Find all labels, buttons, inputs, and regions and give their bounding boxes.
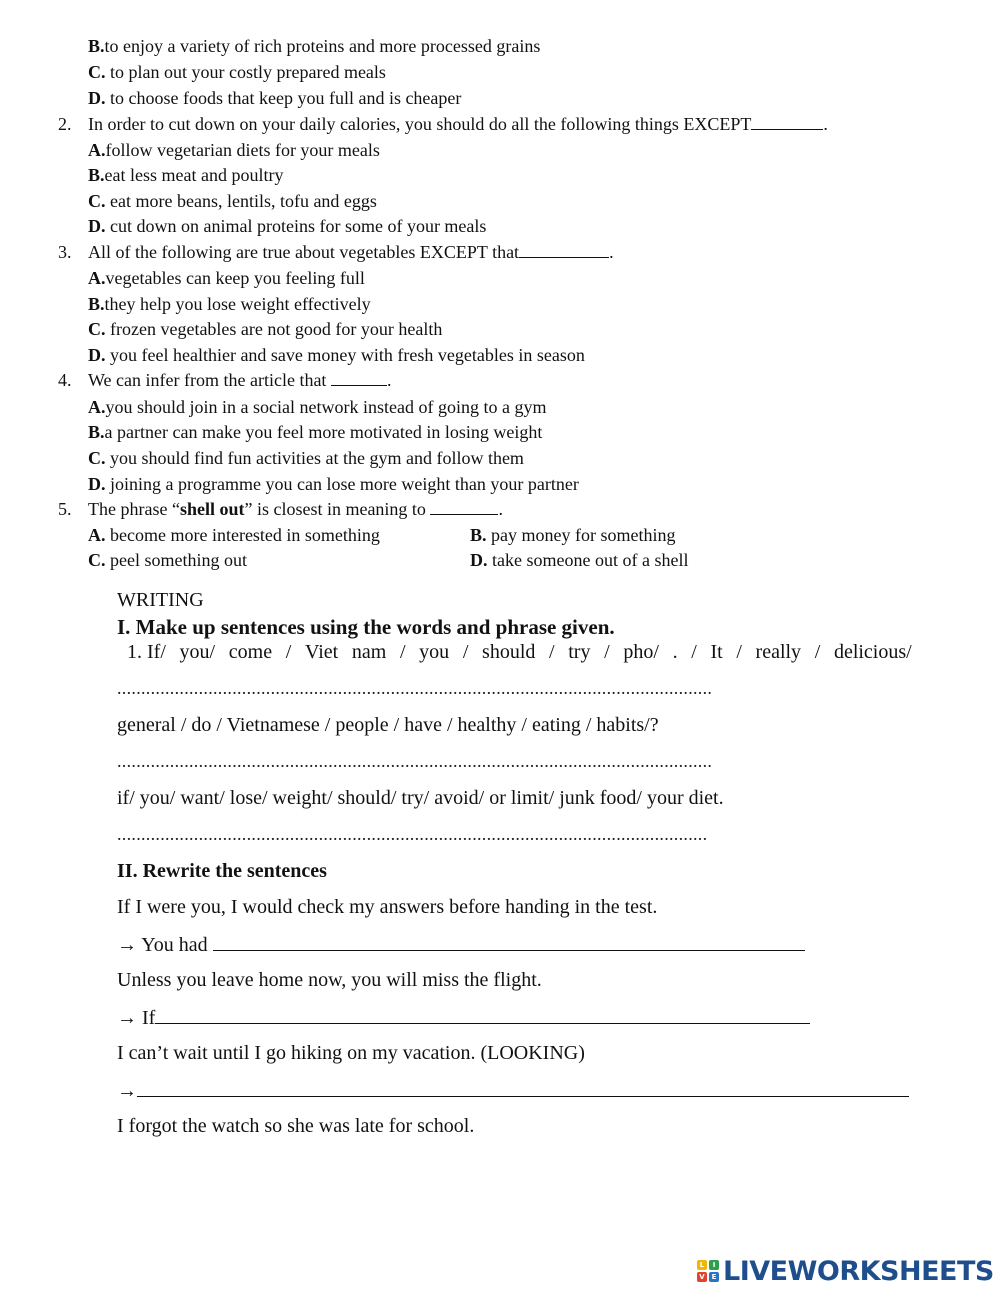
rewrite-4-prompt: I forgot the watch so she was late for school.: [117, 1115, 475, 1137]
section2-title: II. Rewrite the sentences: [117, 860, 327, 882]
sentence1-word: /: [736, 641, 742, 663]
sentence1-word: /: [399, 641, 406, 663]
writing-heading: WRITING: [117, 589, 204, 611]
sentence1-word: It: [710, 641, 723, 663]
logo-block: L: [697, 1260, 707, 1270]
q4-option-b: B.a partner can make you feel more motivated in losing weight: [88, 422, 543, 442]
q3-number: 3.: [58, 242, 72, 262]
sentence1-word: really: [755, 641, 802, 663]
section1-title: I. Make up sentences using the words and phrase given.: [117, 615, 615, 639]
logo-block: I: [709, 1260, 719, 1270]
sentence3-words: if/ you/ want/ lose/ weight/ should/ try/ avoid/ or limit/ junk food/ your diet.: [117, 787, 724, 809]
answer-line-2[interactable]: ............................................................................................................................: [117, 751, 713, 771]
logo-blocks-icon: [697, 1260, 719, 1282]
sentence1-word: should: [482, 641, 536, 663]
liveworksheets-logo[interactable]: [697, 1256, 994, 1286]
rewrite-3-answer: →: [117, 1078, 909, 1103]
q4-blank[interactable]: [331, 369, 387, 386]
q2-blank[interactable]: [751, 113, 823, 130]
logo-text: LIVEWORKSHEETS: [723, 1255, 994, 1287]
q2-number: 2.: [58, 114, 72, 134]
q2-stem: In order to cut down on your daily calories, you should do all the following things EXCEPT .: [88, 114, 828, 134]
q5-option-a: A. become more interested in something: [88, 525, 380, 545]
q5-number: 5.: [58, 499, 72, 519]
sentence1-word: pho/: [623, 641, 659, 663]
q5-blank[interactable]: [430, 498, 498, 515]
sentence1-word: /: [691, 641, 697, 663]
sentence1-words: [127, 640, 912, 664]
sentence1-word: /: [462, 641, 469, 663]
q4-number: 4.: [58, 370, 72, 390]
sentence1-word: /: [549, 641, 555, 663]
q4-option-c: C. you should find fun activities at the gym and follow them: [88, 448, 524, 468]
rewrite-2-line[interactable]: [155, 1005, 810, 1024]
logo-block: E: [709, 1272, 719, 1282]
sentence1-word: you: [419, 641, 450, 663]
q1-option-d: D. to choose foods that keep you full and is cheaper: [88, 88, 462, 108]
q3-option-b: B.they help you lose weight effectively: [88, 294, 371, 314]
logo-block: V: [697, 1272, 707, 1282]
rewrite-1-answer: → You had: [117, 932, 805, 957]
rewrite-3-line[interactable]: [137, 1078, 909, 1097]
sentence1-word: /: [285, 641, 292, 663]
sentence1-word: you/: [179, 641, 216, 663]
sentence1-word: delicious/: [833, 641, 912, 663]
q4-option-d: D. joining a programme you can lose more weight than your partner: [88, 474, 579, 494]
rewrite-2-answer: → If: [117, 1005, 810, 1030]
q5-option-b: B. pay money for something: [470, 525, 676, 545]
rewrite-1-line[interactable]: [213, 932, 805, 951]
q5-option-d: D. take someone out of a shell: [470, 550, 689, 570]
rewrite-2-prompt: Unless you leave home now, you will miss the flight.: [117, 969, 542, 991]
sentence1-word: /: [814, 641, 821, 663]
sentence1-word: Viet: [304, 641, 339, 663]
q5-stem: The phrase “shell out” is closest in meaning to .: [88, 499, 503, 519]
sentence1-word: nam: [351, 641, 387, 663]
rewrite-3-prompt: I can’t wait until I go hiking on my vacation. (LOOKING): [117, 1042, 585, 1064]
q5-option-c: C. peel something out: [88, 550, 247, 570]
q4-option-a: A.you should join in a social network instead of going to a gym: [88, 397, 547, 417]
q3-stem: All of the following are true about vegetables EXCEPT that .: [88, 242, 614, 262]
q1-option-c: C. to plan out your costly prepared meals: [88, 62, 386, 82]
answer-line-1[interactable]: ............................................................................................................................: [117, 678, 713, 698]
sentence1-word: come: [228, 641, 273, 663]
q4-stem: We can infer from the article that .: [88, 370, 392, 390]
sentence1-word: 1. If/: [127, 641, 166, 663]
q3-blank[interactable]: [519, 241, 609, 258]
q2-option-b: B.eat less meat and poultry: [88, 165, 284, 185]
q3-option-c: C. frozen vegetables are not good for your health: [88, 319, 443, 339]
sentence1-word: try: [568, 641, 591, 663]
q1-option-b: B.to enjoy a variety of rich proteins and more processed grains: [88, 36, 541, 56]
sentence2-words: general / do / Vietnamese / people / have / healthy / eating / habits/?: [117, 714, 659, 736]
sentence1-word: /: [604, 641, 610, 663]
q2-option-c: C. eat more beans, lentils, tofu and eggs: [88, 191, 377, 211]
q3-option-a: A.vegetables can keep you feeling full: [88, 268, 365, 288]
q3-option-d: D. you feel healthier and save money with fresh vegetables in season: [88, 345, 585, 365]
q2-option-a: A.follow vegetarian diets for your meals: [88, 140, 380, 160]
sentence1-word: .: [672, 641, 678, 663]
rewrite-1-prompt: If I were you, I would check my answers before handing in the test.: [117, 896, 658, 918]
answer-line-3[interactable]: ...........................................................................................................................: [117, 824, 708, 844]
q2-option-d: D. cut down on animal proteins for some of your meals: [88, 216, 487, 236]
